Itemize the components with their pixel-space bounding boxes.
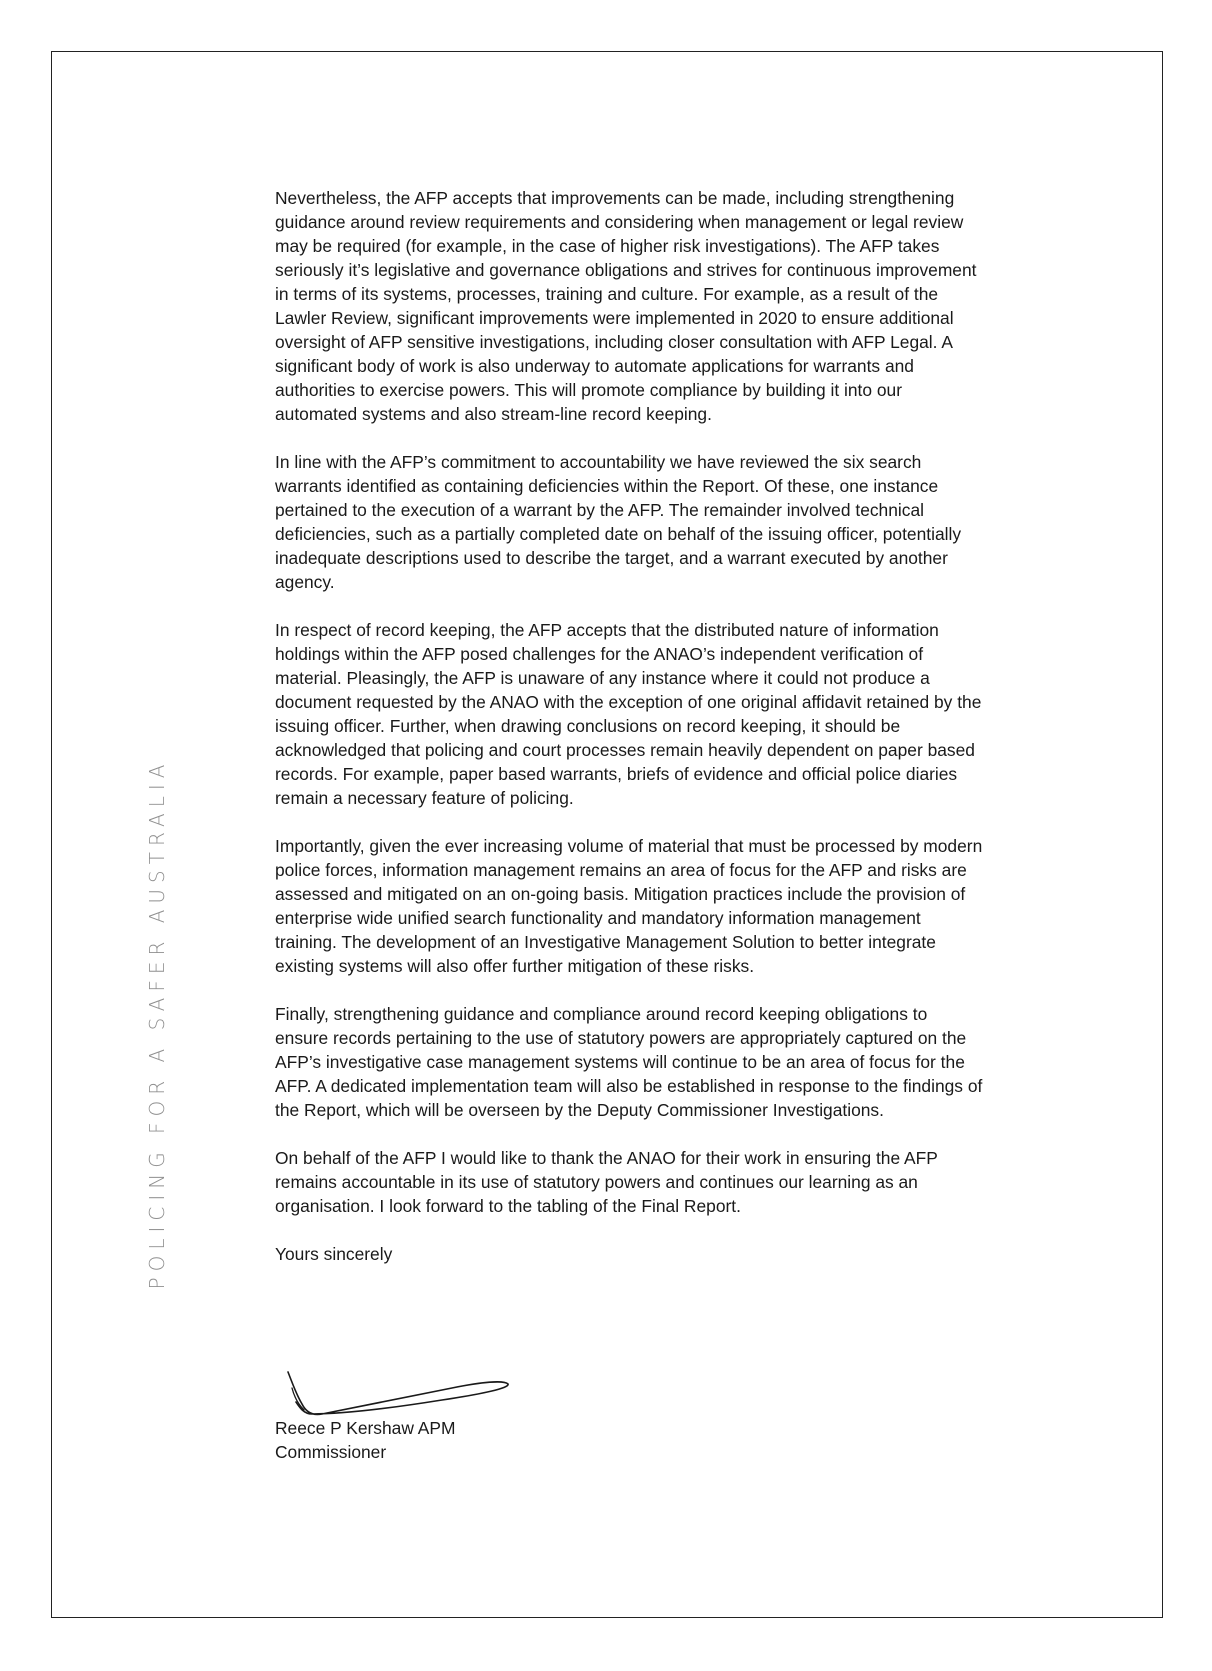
paragraph-improvements: Nevertheless, the AFP accepts that improvements can be made, including strengthening guidance around review requirements and considering when management or legal review may be required (for example, in the case of higher risk investigations). The AFP takes seriously it’s legislative and governance obligations and strives for continuous improvement in terms of its systems, processes, training and culture. For example, as a result of the Lawler Review, significant improvements were implemented in 2020 to ensure additional oversight of AFP sensitive investigations, including closer consultation with AFP Legal. A significant body of work is also underway to automate applications for warrants and authorities to exercise powers. This will promote compliance by building it into our automated systems and also stream-line record keeping. xyxy=(275,188,977,424)
paragraph-thanks: On behalf of the AFP I would like to thank the ANAO for their work in ensuring the AFP remains accountable in its use of statutory powers and continues our learning as an organisation. I look forward to the tabling of the Final Report. xyxy=(275,1148,938,1216)
paragraph-record-keeping: In respect of record keeping, the AFP accepts that the distributed nature of information holdings within the AFP posed challenges for the ANAO’s independent verification of material. Pleasingly, the AFP is unaware of any instance where it could not produce a document requested by the ANAO with the exception of one original affidavit retained by the issuing officer. Further, when drawing conclusions on record keeping, it should be acknowledged that policing and court processes remain heavily dependent on paper based records. For example, paper based warrants, briefs of evidence and official police diaries remain a necessary feature of policing. xyxy=(275,620,982,808)
letter-body xyxy=(275,186,985,1290)
paragraph-information-management: Importantly, given the ever increasing volume of material that must be processed by modern police forces, information management remains an area of focus for the AFP and risks are assessed and mitigated on an on-going basis. Mitigation practices include the provision of enterprise wide unified search functionality and mandatory information management training. The development of an Investigative Management Solution to better integrate existing systems will also offer further mitigation of these risks. xyxy=(275,836,983,976)
paragraph-search-warrants: In line with the AFP’s commitment to accountability we have reviewed the six search warrants identified as containing deficiencies within the Report. Of these, one instance pertained to the execution of a warrant by the AFP. The remainder involved technical deficiencies, such as a partially completed date on behalf of the issuing officer, potentially inadequate descriptions used to describe the target, and a warrant executed by another agency. xyxy=(275,452,962,592)
handwritten-signature xyxy=(282,1368,512,1420)
signature-icon xyxy=(282,1368,512,1420)
closing-salutation: Yours sincerely xyxy=(275,1244,393,1264)
paragraph-guidance-compliance: Finally, strengthening guidance and compliance around record keeping obligations to ensure records pertaining to the use of statutory powers are appropriately captured on the AFP’s investigative case management systems will continue to be an area of focus for the AFP. A dedicated implementation team will also be established in response to the findings of the Report, which will be overseen by the Deputy Commissioner Investigations. xyxy=(275,1004,983,1120)
signer-name: Reece P Kershaw APM xyxy=(275,1418,456,1438)
signer-title: Commissioner xyxy=(275,1442,387,1462)
signer-block xyxy=(275,1416,455,1464)
side-tagline: POLICING FOR A SAFER AUSTRALIA xyxy=(145,758,169,1290)
